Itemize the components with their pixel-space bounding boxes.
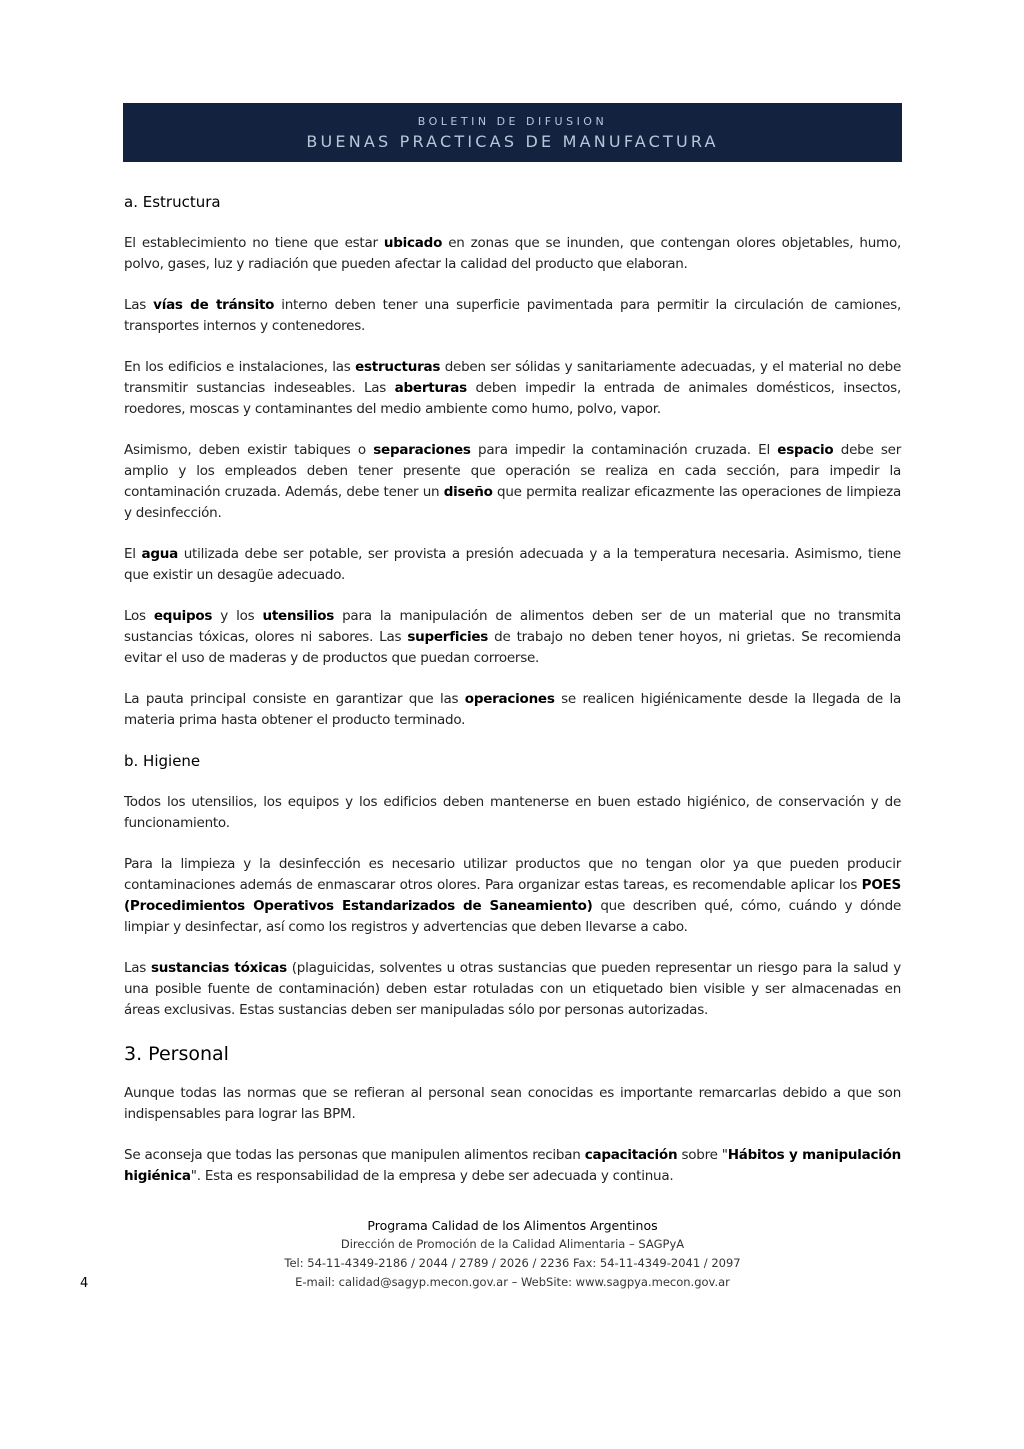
- main-content: [124, 192, 901, 1207]
- section-heading-personal: 3. Personal: [124, 1043, 229, 1065]
- paragraph-normas-personal: Aunque todas las normas que se refieran al personal sean conocidas es importante remarcarlas debido a que son indispensables para lograr las BPM.: [124, 1085, 901, 1122]
- paragraph-agua: El agua utilizada debe ser potable, ser provista a presión adecuada y a la temperatura necesaria. Asimismo, tiene que existir un desagüe adecuado.: [124, 546, 901, 583]
- paragraph-operaciones: La pauta principal consiste en garantizar que las operaciones se realicen higiénicamente desde la llegada de la materia prima hasta obtener el producto terminado.: [124, 691, 901, 728]
- footer-contact: E-mail: calidad@sagyp.mecon.gov.ar – WebSite: www.sagpya.mecon.gov.ar: [295, 1275, 730, 1289]
- header-title: BUENAS PRACTICAS DE MANUFACTURA: [306, 132, 719, 151]
- paragraph-capacitacion: Se aconseja que todas las personas que manipulen alimentos reciban capacitación sobre "Hábitos y manipulación higiénica". Esta es responsabilidad de la empresa y debe ser adecuada y continua.: [124, 1147, 902, 1184]
- paragraph-sustancias-toxicas: Las sustancias tóxicas (plaguicidas, solventes u otras sustancias que pueden representar un riesgo para la salud y una posible fuente de contaminación) deben estar rotuladas con un etiquetado bien visible y ser almacenadas en áreas exclusivas. Estas sustancias deben ser manipuladas sólo por personas autorizadas.: [124, 960, 901, 1018]
- header-subtitle: BOLETIN DE DIFUSION: [417, 115, 608, 128]
- section-heading-estructura: a. Estructura: [124, 193, 221, 211]
- paragraph-utensilios: Todos los utensilios, los equipos y los edificios deben mantenerse en buen estado higiénico, de conservación y de funcionamiento.: [124, 794, 901, 831]
- page-number: 4: [80, 1276, 89, 1291]
- paragraph-ubicacion: El establecimiento no tiene que estar ubicado en zonas que se inunden, que contengan olores objetables, humo, polvo, gases, luz y radiación que pueden afectar la calidad del producto que elaboran.: [124, 235, 901, 272]
- footer-phone: Tel: 54-11-4349-2186 / 2044 / 2789 / 2026 / 2236 Fax: 54-11-4349-2041 / 2097: [284, 1256, 741, 1270]
- paragraph-separaciones: Asimismo, deben existir tabiques o separaciones para impedir la contaminación cruzada. El espacio debe ser amplio y los empleados deben tener presente que operación se realiza en cada sección, para impedir la contaminación cruzada. Además, debe tener un diseño que permita realizar eficazmente las operaciones de limpieza y desinfección.: [124, 442, 902, 521]
- page-footer: [124, 1216, 901, 1292]
- paragraph-equipos: Los equipos y los utensilios para la manipulación de alimentos deben ser de un material que no transmita sustancias tóxicas, olores ni sabores. Las superficies de trabajo no deben tener hoyos, ni grietas. Se recomienda evitar el uso de maderas y de productos que puedan corroerse.: [124, 608, 902, 666]
- paragraph-vias-transito: Las vías de tránsito interno deben tener una superficie pavimentada para permitir la circulación de camiones, transportes internos y contenedores.: [124, 297, 902, 334]
- paragraph-limpieza: Para la limpieza y la desinfección es necesario utilizar productos que no tengan olor ya que pueden producir contaminaciones además de enmascarar otros olores. Para organizar estas tareas, es recomendable aplicar los POES (Procedimientos Operativos Estandarizados de Saneamiento) que describen qué, cómo, cuándo y dónde limpiar y desinfectar, así como los registros y advertencias que deben llevarse a cabo.: [124, 856, 902, 935]
- footer-program-name: Programa Calidad de los Alimentos Argentinos: [367, 1218, 658, 1233]
- footer-direction: Dirección de Promoción de la Calidad Alimentaria – SAGPyA: [340, 1237, 685, 1251]
- paragraph-estructuras: En los edificios e instalaciones, las estructuras deben ser sólidas y sanitariamente adecuadas, y el material no debe transmitir sustancias indeseables. Las aberturas deben impedir la entrada de animales domésticos, insectos, roedores, moscas y contaminantes del medio ambiente como humo, polvo, vapor.: [124, 359, 901, 417]
- header-banner: [123, 103, 902, 162]
- section-heading-higiene: b. Higiene: [124, 752, 201, 770]
